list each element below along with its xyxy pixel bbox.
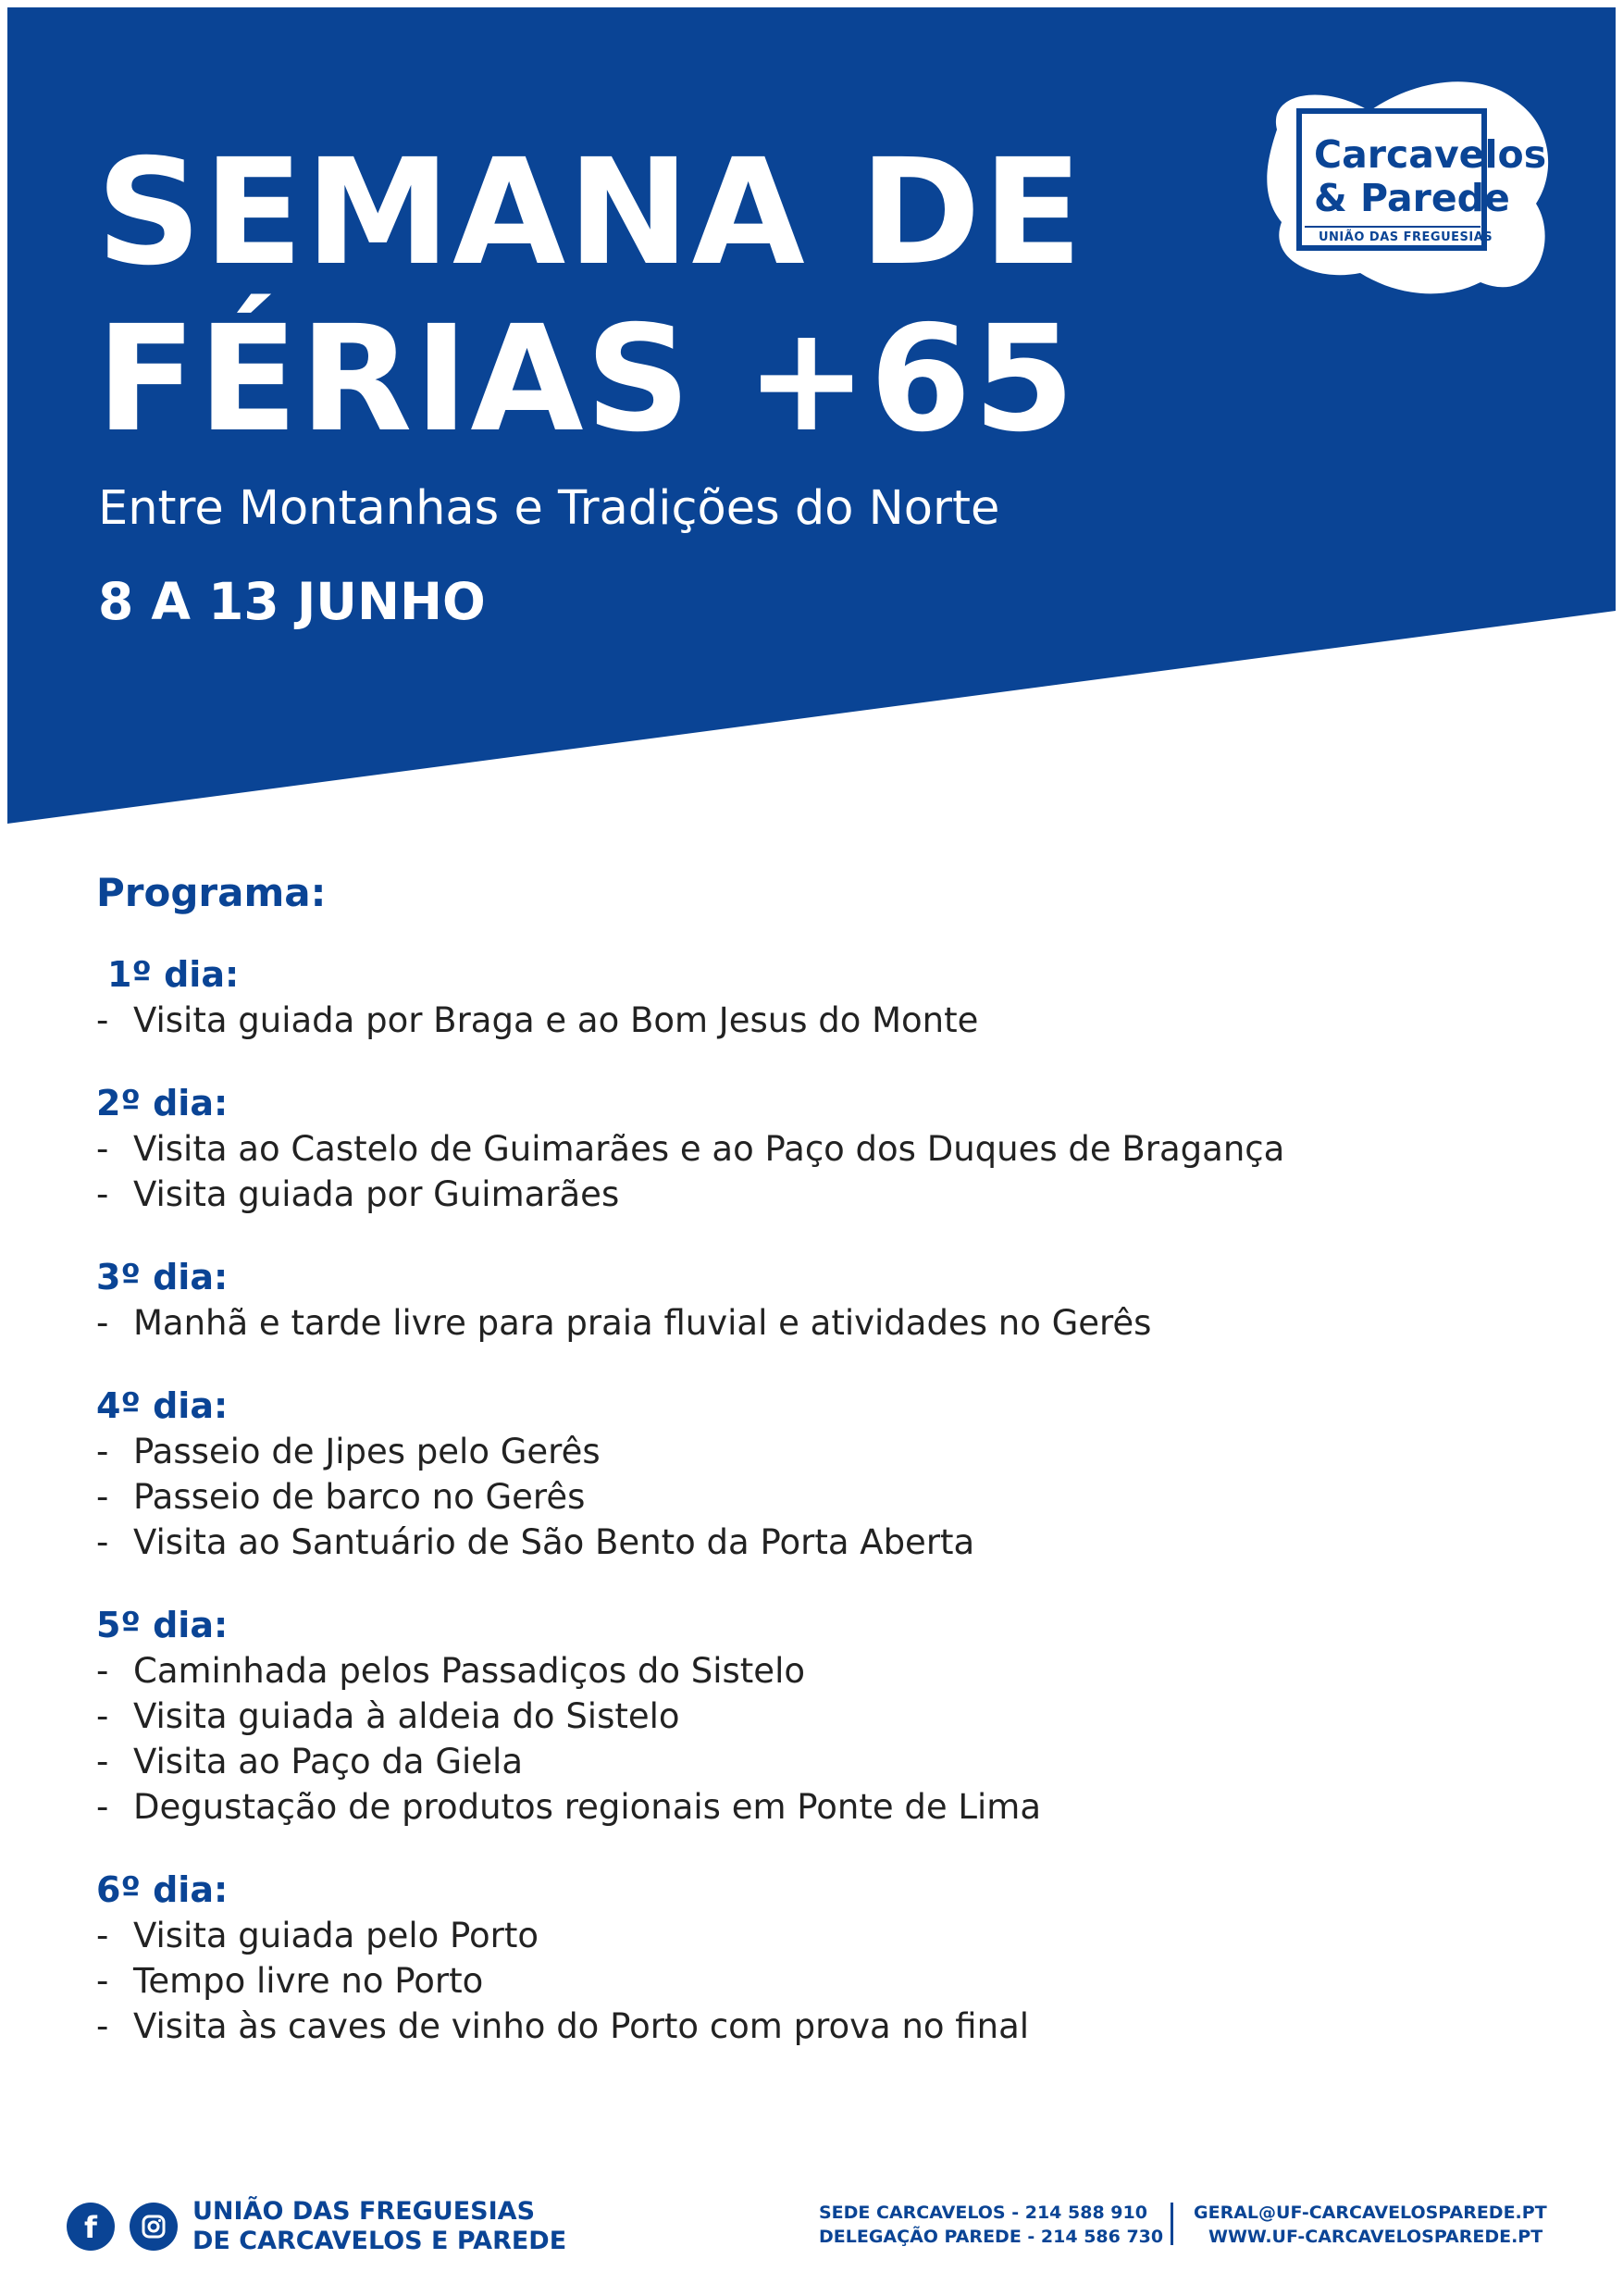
footer-divider — [1171, 2203, 1173, 2245]
event-date: 8 A 13 JUNHO — [98, 572, 486, 631]
day-label: 4º dia: — [96, 1385, 229, 1426]
activity-item: - Visita guiada por Braga e ao Bom Jesus do Monte — [96, 1000, 979, 1040]
program-title: Programa: — [96, 870, 327, 915]
day-block — [96, 1602, 1540, 1830]
svg-text:f: f — [84, 2210, 97, 2245]
activity-item: - Visita guiada pelo Porto — [96, 1916, 539, 1955]
contact-website[interactable]: WWW.UF-CARCAVELOSPAREDE.PT — [1208, 2227, 1543, 2247]
contact-delegacao: DELEGAÇÃO PAREDE - 214 586 730 — [819, 2227, 1164, 2247]
activity-item: - Manhã e tarde livre para praia fluvial e atividades no Gerês — [96, 1303, 1152, 1343]
day-label: 5º dia: — [96, 1605, 229, 1645]
day-label: 2º dia: — [96, 1083, 229, 1123]
instagram-icon[interactable] — [130, 2203, 178, 2251]
subtitle: Entre Montanhas e Tradições do Norte — [98, 481, 1000, 536]
day-label: 3º dia: — [96, 1257, 229, 1297]
activity-item: - Passeio de Jipes pelo Gerês — [96, 1432, 601, 1471]
title-line-1: SEMANA DE — [96, 128, 1084, 298]
activity-item: - Passeio de barco no Gerês — [96, 1477, 586, 1517]
activity-item: - Visita ao Castelo de Guimarães e ao Paço dos Duques de Bragança — [96, 1129, 1285, 1169]
page-title — [96, 130, 1084, 463]
facebook-icon[interactable] — [67, 2203, 115, 2251]
org-name-line-2: DE CARCAVELOS E PAREDE — [192, 2227, 567, 2255]
logo-text-line-1: Carcavelos — [1314, 132, 1547, 177]
activity-item: - Visita guiada à aldeia do Sistelo — [96, 1696, 680, 1736]
contact-sede: SEDE CARCAVELOS - 214 588 910 — [819, 2203, 1147, 2223]
activity-item: - Visita ao Paço da Giela — [96, 1742, 524, 1781]
activity-item: - Caminhada pelos Passadiços do Sistelo — [96, 1651, 805, 1691]
logo-text-line-3: UNIÃO DAS FREGUESIAS — [1319, 230, 1493, 244]
org-name-line-1: UNIÃO DAS FREGUESIAS — [192, 2197, 536, 2226]
day-block — [96, 1867, 1540, 2049]
title-line-2: FÉRIAS +65 — [96, 294, 1077, 465]
activity-item: - Visita às caves de vinho do Porto com prova no final — [96, 2006, 1030, 2046]
activity-item: - Tempo livre no Porto — [96, 1961, 484, 2001]
day-block — [96, 1383, 1540, 1565]
day-block — [96, 1254, 1540, 1346]
activity-item: - Degustação de produtos regionais em Ponte de Lima — [96, 1787, 1042, 1827]
day-label: 6º dia: — [96, 1869, 229, 1910]
day-block — [96, 951, 1540, 1043]
program-section — [96, 870, 1540, 2086]
logo-text-line-2: & Parede — [1314, 176, 1510, 220]
activity-item: - Visita ao Santuário de São Bento da Porta Aberta — [96, 1522, 975, 1562]
activity-item: - Visita guiada por Guimarães — [96, 1174, 620, 1214]
contact-email[interactable]: GERAL@UF-CARCAVELOSPAREDE.PT — [1194, 2203, 1547, 2223]
day-label: 1º dia: — [107, 954, 240, 995]
day-block — [96, 1080, 1540, 1217]
